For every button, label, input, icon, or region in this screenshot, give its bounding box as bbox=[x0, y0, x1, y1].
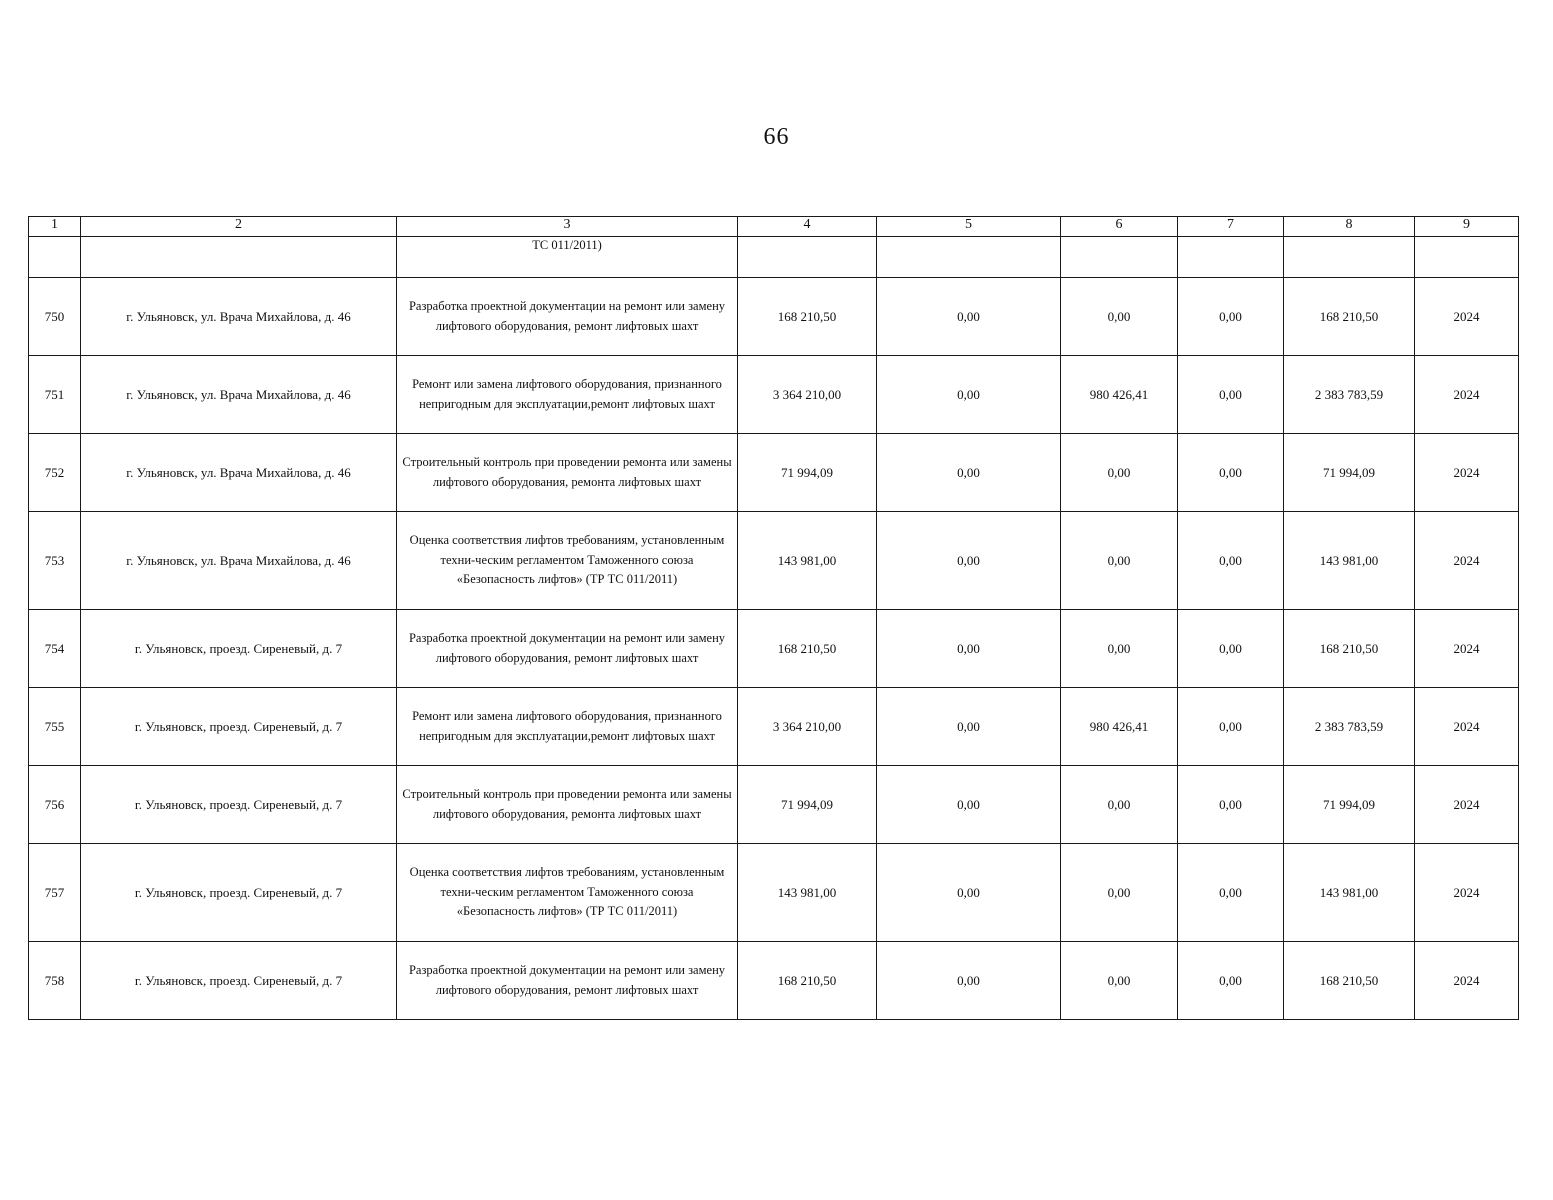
amount-cell: 0,00 bbox=[877, 356, 1061, 434]
work-description-cell: Ремонт или замена лифтового оборудования, признанного непригодным для эксплуатации,ремонт лифтовых шахт bbox=[397, 356, 738, 434]
amount-cell: 71 994,09 bbox=[1284, 434, 1415, 512]
amount-cell: 3 364 210,00 bbox=[738, 356, 877, 434]
year-cell bbox=[1415, 237, 1519, 278]
table-row bbox=[29, 844, 1519, 942]
amount-cell: 980 426,41 bbox=[1061, 356, 1178, 434]
amount-cell: 0,00 bbox=[877, 610, 1061, 688]
amount-cell: 143 981,00 bbox=[1284, 844, 1415, 942]
amount-cell: 0,00 bbox=[877, 278, 1061, 356]
amount-cell: 0,00 bbox=[1061, 434, 1178, 512]
row-number-cell: 751 bbox=[29, 356, 81, 434]
amount-cell: 71 994,09 bbox=[738, 434, 877, 512]
table-row bbox=[29, 278, 1519, 356]
amount-cell: 0,00 bbox=[1061, 844, 1178, 942]
column-header: 7 bbox=[1178, 217, 1284, 237]
work-description-cell: Ремонт или замена лифтового оборудования, признанного непригодным для эксплуатации,ремонт лифтовых шахт bbox=[397, 688, 738, 766]
amount-cell: 0,00 bbox=[877, 434, 1061, 512]
row-number-cell: 750 bbox=[29, 278, 81, 356]
amount-cell: 0,00 bbox=[1061, 610, 1178, 688]
address-cell: г. Ульяновск, проезд. Сиреневый, д. 7 bbox=[81, 610, 397, 688]
amount-cell bbox=[877, 237, 1061, 278]
year-cell: 2024 bbox=[1415, 356, 1519, 434]
address-cell: г. Ульяновск, проезд. Сиреневый, д. 7 bbox=[81, 766, 397, 844]
amount-cell: 0,00 bbox=[1178, 512, 1284, 610]
table-row bbox=[29, 434, 1519, 512]
work-description-cell: Строительный контроль при проведении ремонта или замены лифтового оборудования, ремонта лифтовых шахт bbox=[397, 766, 738, 844]
amount-cell: 0,00 bbox=[877, 688, 1061, 766]
column-header: 4 bbox=[738, 217, 877, 237]
column-header: 9 bbox=[1415, 217, 1519, 237]
address-cell: г. Ульяновск, ул. Врача Михайлова, д. 46 bbox=[81, 512, 397, 610]
amount-cell: 0,00 bbox=[1178, 688, 1284, 766]
year-cell: 2024 bbox=[1415, 610, 1519, 688]
year-cell: 2024 bbox=[1415, 434, 1519, 512]
work-description-cell: ТС 011/2011) bbox=[397, 237, 738, 278]
amount-cell: 168 210,50 bbox=[738, 610, 877, 688]
column-header: 5 bbox=[877, 217, 1061, 237]
amount-cell: 143 981,00 bbox=[1284, 512, 1415, 610]
table-row bbox=[29, 356, 1519, 434]
amount-cell: 0,00 bbox=[1061, 942, 1178, 1020]
amount-cell: 0,00 bbox=[1061, 512, 1178, 610]
amount-cell: 168 210,50 bbox=[1284, 942, 1415, 1020]
table-row bbox=[29, 942, 1519, 1020]
amount-cell bbox=[1284, 237, 1415, 278]
amount-cell bbox=[1178, 237, 1284, 278]
amount-cell: 0,00 bbox=[1178, 356, 1284, 434]
amount-cell: 2 383 783,59 bbox=[1284, 688, 1415, 766]
column-header: 1 bbox=[29, 217, 81, 237]
amount-cell: 0,00 bbox=[1178, 942, 1284, 1020]
amount-cell bbox=[1061, 237, 1178, 278]
row-number-cell: 752 bbox=[29, 434, 81, 512]
year-cell: 2024 bbox=[1415, 766, 1519, 844]
row-number-cell: 757 bbox=[29, 844, 81, 942]
carry-over-row bbox=[29, 237, 1519, 278]
row-number-cell: 753 bbox=[29, 512, 81, 610]
amount-cell: 0,00 bbox=[877, 766, 1061, 844]
year-cell: 2024 bbox=[1415, 278, 1519, 356]
amount-cell: 980 426,41 bbox=[1061, 688, 1178, 766]
year-cell: 2024 bbox=[1415, 942, 1519, 1020]
amount-cell: 143 981,00 bbox=[738, 512, 877, 610]
repair-registry-table bbox=[28, 216, 1519, 1020]
column-header: 6 bbox=[1061, 217, 1178, 237]
work-description-cell: Разработка проектной документации на ремонт или замену лифтового оборудования, ремонт лифтовых шахт bbox=[397, 942, 738, 1020]
amount-cell: 168 210,50 bbox=[1284, 610, 1415, 688]
amount-cell: 0,00 bbox=[1178, 844, 1284, 942]
work-description-cell: Оценка соответствия лифтов требованиям, установленным техни-ческим регламентом Таможенного союза «Безопасность лифтов» (ТР ТС 011/2011) bbox=[397, 512, 738, 610]
row-number-cell: 756 bbox=[29, 766, 81, 844]
amount-cell: 0,00 bbox=[1061, 766, 1178, 844]
amount-cell: 0,00 bbox=[1178, 610, 1284, 688]
column-header: 3 bbox=[397, 217, 738, 237]
column-header: 8 bbox=[1284, 217, 1415, 237]
page-number: 66 bbox=[763, 124, 790, 150]
amount-cell: 0,00 bbox=[1178, 278, 1284, 356]
amount-cell: 0,00 bbox=[1061, 278, 1178, 356]
address-cell bbox=[81, 237, 397, 278]
amount-cell: 168 210,50 bbox=[1284, 278, 1415, 356]
row-number-cell: 758 bbox=[29, 942, 81, 1020]
address-cell: г. Ульяновск, проезд. Сиреневый, д. 7 bbox=[81, 942, 397, 1020]
address-cell: г. Ульяновск, проезд. Сиреневый, д. 7 bbox=[81, 688, 397, 766]
column-number-header-row bbox=[29, 217, 1519, 237]
address-cell: г. Ульяновск, ул. Врача Михайлова, д. 46 bbox=[81, 278, 397, 356]
amount-cell: 0,00 bbox=[1178, 766, 1284, 844]
amount-cell: 0,00 bbox=[877, 942, 1061, 1020]
amount-cell: 3 364 210,00 bbox=[738, 688, 877, 766]
amount-cell: 168 210,50 bbox=[738, 942, 877, 1020]
amount-cell: 71 994,09 bbox=[1284, 766, 1415, 844]
year-cell: 2024 bbox=[1415, 512, 1519, 610]
amount-cell: 2 383 783,59 bbox=[1284, 356, 1415, 434]
amount-cell: 0,00 bbox=[1178, 434, 1284, 512]
work-description-cell: Разработка проектной документации на ремонт или замену лифтового оборудования, ремонт лифтовых шахт bbox=[397, 610, 738, 688]
address-cell: г. Ульяновск, проезд. Сиреневый, д. 7 bbox=[81, 844, 397, 942]
amount-cell bbox=[738, 237, 877, 278]
table-row bbox=[29, 766, 1519, 844]
row-number-cell bbox=[29, 237, 81, 278]
column-header: 2 bbox=[81, 217, 397, 237]
year-cell: 2024 bbox=[1415, 688, 1519, 766]
amount-cell: 0,00 bbox=[877, 844, 1061, 942]
work-description-cell: Оценка соответствия лифтов требованиям, установленным техни-ческим регламентом Таможенного союза «Безопасность лифтов» (ТР ТС 011/2011) bbox=[397, 844, 738, 942]
year-cell: 2024 bbox=[1415, 844, 1519, 942]
address-cell: г. Ульяновск, ул. Врача Михайлова, д. 46 bbox=[81, 434, 397, 512]
amount-cell: 0,00 bbox=[877, 512, 1061, 610]
amount-cell: 143 981,00 bbox=[738, 844, 877, 942]
amount-cell: 71 994,09 bbox=[738, 766, 877, 844]
table-row bbox=[29, 512, 1519, 610]
work-description-cell: Разработка проектной документации на ремонт или замену лифтового оборудования, ремонт лифтовых шахт bbox=[397, 278, 738, 356]
amount-cell: 168 210,50 bbox=[738, 278, 877, 356]
table-row bbox=[29, 610, 1519, 688]
row-number-cell: 754 bbox=[29, 610, 81, 688]
row-number-cell: 755 bbox=[29, 688, 81, 766]
address-cell: г. Ульяновск, ул. Врача Михайлова, д. 46 bbox=[81, 356, 397, 434]
work-description-cell: Строительный контроль при проведении ремонта или замены лифтового оборудования, ремонта лифтовых шахт bbox=[397, 434, 738, 512]
table-row bbox=[29, 688, 1519, 766]
